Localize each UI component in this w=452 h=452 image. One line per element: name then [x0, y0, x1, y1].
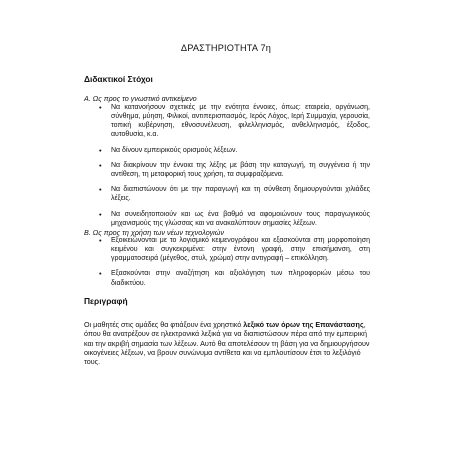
description-text-end: , όπου θα ανατρέξουν σε ηλεκτρονικά λεξικά για να διαπιστώσουν πέρα από την εμπειρική και την ακριβή σημασία των λέξεων. Αυτό θα αποτελέσουν τη βάση για να δημιουργήσουν οικογένειες λέξεων, να βρουν συνώνυμα αντίθετα και να εμπλουτίσουν έτσι το λεξιλόγιό τους.: [84, 320, 370, 367]
list-item: • Να διακρίνουν την έννοια της λέξης με βάση την καταγωγή, τη συγγένεια ή την αντίθεση, τη μεταφορική τους χρήση, τα συμφραζόμενα.: [98, 161, 370, 179]
list-item: • Εξοικειώνονται με το λογισμικό κειμενογράφου και εξασκούνται στη μορφοποίηση κειμένου και συγκεκριμένα: στην έντονη γραφή, στην επισήμανση, στη γραμματοσειρά (μέγεθος, στυλ, χρώμα) στην αντιγραφή – επικόλληση.: [98, 236, 370, 263]
description-text-start: Οι μαθητές στις ομάδες θα φτιάξουν ένα χρηστικό: [84, 320, 244, 329]
page-title: ΔΡΑΣΤΗΡΙΟΤΗΤΑ 7η: [180, 43, 272, 53]
list-item: • Να συνειδητοποιούν και ως ένα βαθμό να αφομοιώνουν τους παραγωγικούς μηχανισμούς της γλώσσας και να ανακαλύπτουν σημασίες λέξεων.: [98, 210, 370, 228]
description-bold-term: λεξικό των όρων της Επανάστασης: [243, 320, 364, 329]
goals-heading: Διδακτικοί Στόχοι: [84, 74, 153, 84]
goals-group-a-label: Α. Ως προς το γνωστικό αντικείμενο: [84, 94, 197, 103]
list-item: • Να κατανοήσουν σχετικές με την ενότητα έννοιες, όπως: εταιρεία, οργάνωση, σύνθημα, μύηση, Φιλικοί, αντιπερισπασμός, Ιερός Λόχος, Ιερή Συμμαχία, γερουσία, τοπική κυβέρνηση, εθνοσυνέλευση, φιλελληνισμός, ανθελληνισμός, έξοδος, αυτοθυσία, κ.α.: [98, 103, 370, 139]
goals-group-a-list: [98, 103, 370, 234]
list-item: • Να δίνουν εμπειρικούς ορισμούς λέξεων.: [98, 146, 370, 155]
goals-group-b-list: [98, 236, 370, 294]
list-item: • Να διαπιστώνουν ότι με την παραγωγή και τη σύνθεση δημιουργούνται χιλιάδες λέξεις.: [98, 185, 370, 203]
goals-group-b-label: Β. Ως προς τη χρήση των νέων τεχνολογιών: [84, 228, 224, 237]
description-heading: Περιγραφή: [84, 296, 128, 306]
list-item: • Εξασκούνται στην αναζήτηση και αξιολόγηση των πληροφοριών μέσω του διαδικτύου.: [98, 269, 370, 287]
description-paragraph: [84, 320, 370, 366]
